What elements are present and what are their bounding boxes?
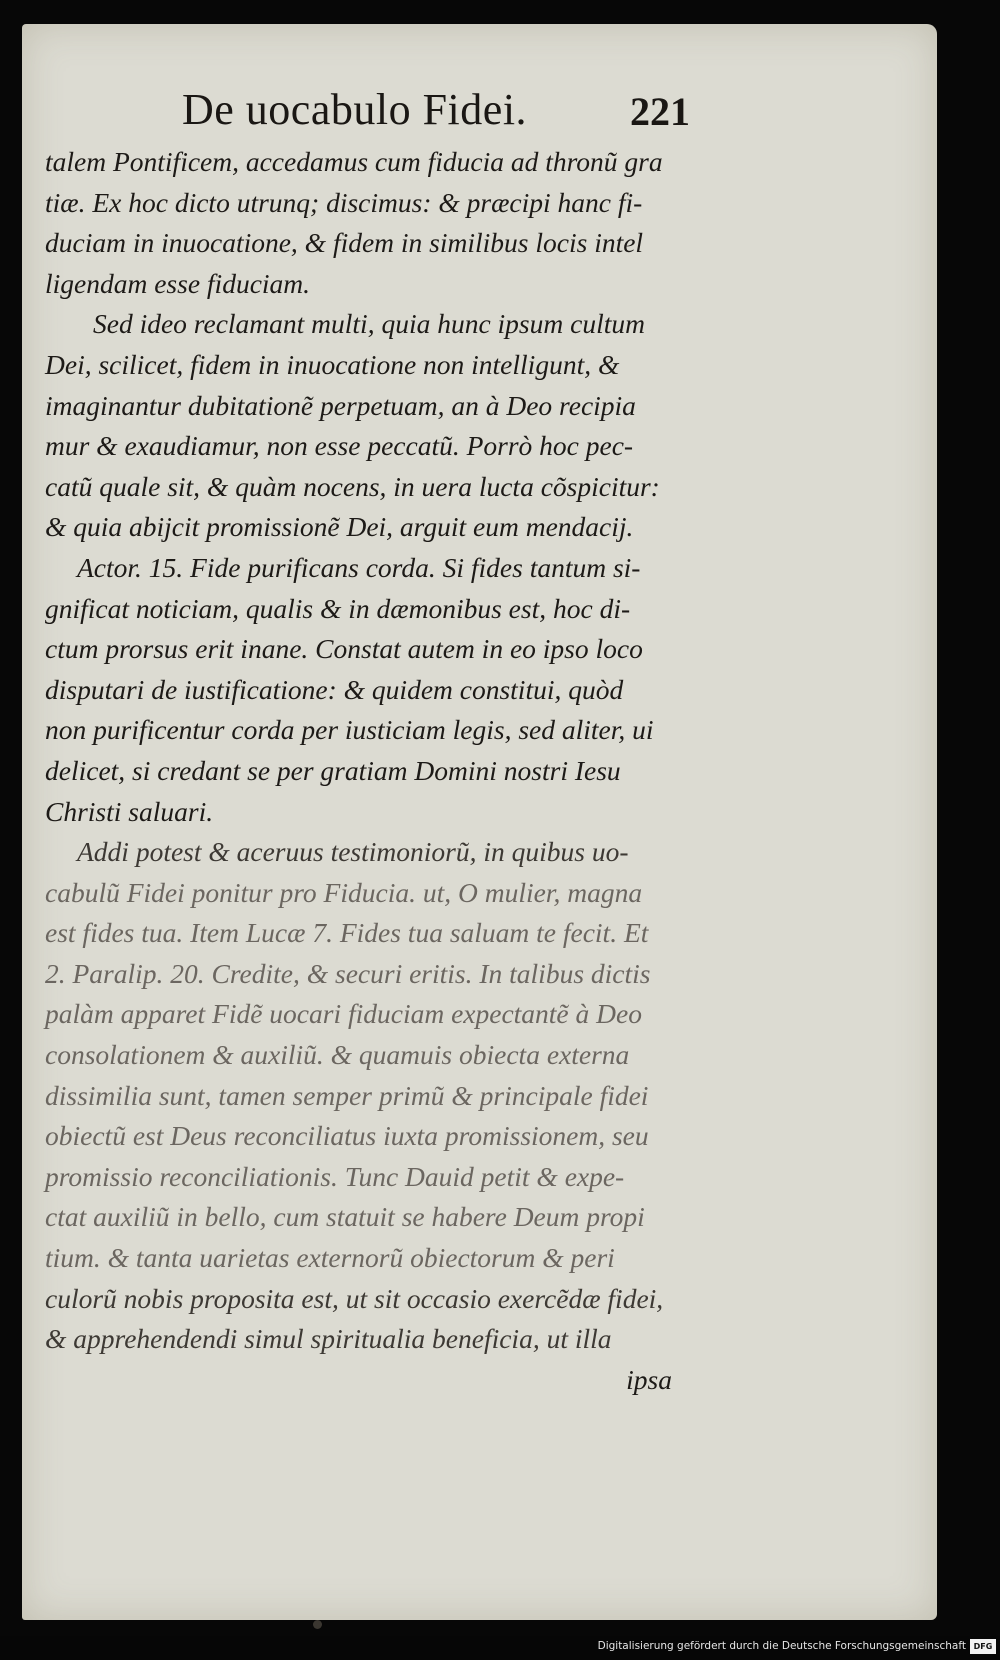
text-line: catũ quale sit, & quàm nocens, in uera lucta cõspicitur:	[45, 470, 660, 502]
text-line: delicet, si credant se per gratiam Domini nostri Iesu	[45, 754, 621, 786]
text-line: non purificentur corda per iusticiam legis, sed aliter, ui	[45, 714, 654, 746]
text-line: 2. Paralip. 20. Credite, & securi eritis. In talibus dictis	[45, 957, 651, 989]
text-line: ctum prorsus erit inane. Constat autem in eo ipso loco	[45, 633, 643, 665]
text-line: Actor. 15. Fide purificans corda. Si fides tantum si-	[77, 551, 641, 583]
text-line: imaginantur dubitationẽ perpetuam, an à Deo recipia	[45, 389, 636, 421]
text-line: & apprehendendi simul spiritualia beneficia, ut illa	[45, 1323, 612, 1355]
digitization-footer	[0, 1636, 1000, 1660]
text-line: cabulũ Fidei ponitur pro Fiducia. ut, O mulier, magna	[45, 876, 643, 908]
running-title: De uocabulo Fidei.	[182, 85, 528, 134]
text-line: duciam in inuocatione, & fidem in similibus locis intel	[45, 227, 644, 259]
text-line: Christi saluari.	[45, 795, 214, 827]
text-line: promissio reconciliationis. Tunc Dauid petit & expe-	[45, 1160, 625, 1192]
dfg-logo: DFG	[970, 1639, 996, 1654]
text-line: consolationem & auxiliũ. & quamuis obiecta externa	[45, 1039, 630, 1071]
text-line: & quia abijcit promissionẽ Dei, arguit eum mendacij.	[45, 511, 634, 543]
text-line: ctat auxiliũ in bello, cum statuit se habere Deum propi	[45, 1201, 645, 1233]
catchword: ipsa	[626, 1363, 672, 1395]
text-block	[45, 142, 680, 1400]
ink-spot	[313, 1620, 322, 1629]
text-line: Addi potest & aceruus testimoniorũ, in quibus uo-	[77, 836, 629, 868]
text-line: palàm apparet Fidẽ uocari fiduciam expectantẽ à Deo	[45, 998, 642, 1030]
text-line: obiectũ est Deus reconciliatus iuxta promissionem, seu	[45, 1120, 649, 1152]
text-line: mur & exaudiamur, non esse peccatũ. Porrò hoc pec-	[45, 430, 634, 462]
text-line: Sed ideo reclamant multi, quia hunc ipsum cultum	[93, 308, 645, 340]
funding-credit: Digitalisierung gefördert durch die Deutsche Forschungsgemeinschaft	[597, 1640, 966, 1652]
text-line: tiæ. Ex hoc dicto utrunq; discimus: & præcipi hanc fi-	[45, 186, 643, 218]
text-line: gnificat noticiam, qualis & in dæmonibus est, hoc di-	[45, 592, 631, 624]
text-line: disputari de iustificatione: & quidem constitui, quòd	[45, 673, 624, 705]
text-line: tium. & tanta uarietas externorũ obiectorum & peri	[45, 1242, 615, 1274]
text-line: culorũ nobis proposita est, ut sit occasio exercẽdæ fidei,	[45, 1282, 664, 1314]
text-line: ligendam esse fiduciam.	[45, 267, 311, 299]
text-line: talem Pontificem, accedamus cum fiducia ad thronũ gra	[45, 146, 663, 177]
text-line: est fides tua. Item Lucæ 7. Fides tua saluam te fecit. Et	[45, 917, 649, 949]
page-number: 221	[630, 89, 690, 134]
text-line: Dei, scilicet, fidem in inuocatione non intelligunt, &	[45, 348, 620, 380]
book-page	[22, 24, 937, 1620]
text-line: dissimilia sunt, tamen semper primũ & principale fidei	[45, 1079, 649, 1111]
